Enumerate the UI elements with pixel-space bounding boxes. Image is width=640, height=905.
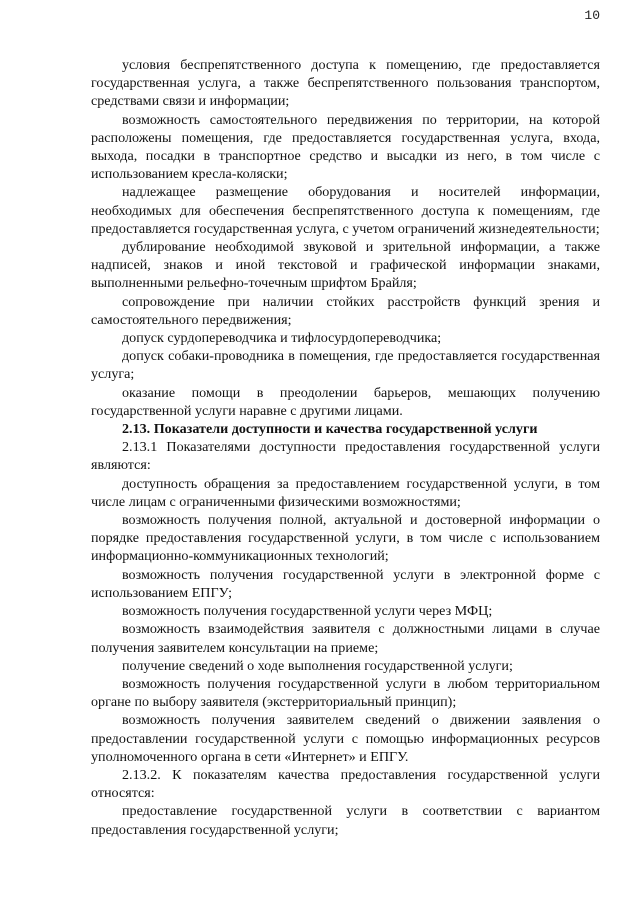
paragraph: допуск сурдопереводчика и тифлосурдопереводчика;: [122, 330, 442, 347]
paragraph: возможность получения государственной услуги в электронной форме с использованием ЕПГУ;: [91, 566, 600, 601]
paragraph: допуск собаки-проводника в помещения, где предоставляется государственная услуга;: [91, 348, 600, 383]
paragraph: условия беспрепятственного доступа к помещению, где предоставляется государственная услуга, а также беспрепятственного пользования транспортом, средствами связи и информации;: [91, 57, 600, 110]
paragraph: надлежащее размещение оборудования и носителей информации, необходимых для обеспечения беспрепятственного доступа к помещениям, где предоставляется государственная услуга, с учетом ограничений жизнедеятельности;: [91, 184, 600, 237]
paragraph: возможность самостоятельного передвижения по территории, на которой расположены помещения, где предоставляется государственная услуга, входа, выхода, посадки в транспортное средство и высадки из него, в том числе с использованием кресла-коляски;: [91, 111, 600, 183]
paragraph: оказание помощи в преодолении барьеров, мешающих получению государственной услуги наравне с другими лицами.: [91, 384, 600, 419]
paragraph: доступность обращения за предоставлением государственной услуги, в том числе лицам с ограниченными физическими возможностями;: [91, 475, 600, 510]
paragraph: возможность получения государственной услуги через МФЦ;: [122, 603, 493, 620]
paragraph: 2.13.1 Показателями доступности предоставления государственной услуги являются:: [91, 439, 600, 474]
paragraph: дублирование необходимой звуковой и зрительной информации, а также надписей, знаков и иной текстовой и графической информации знаками, выполненными рельефно-точечным шрифтом Брайля;: [91, 239, 600, 292]
page-number: 10: [584, 8, 600, 23]
paragraph: получение сведений о ходе выполнения государственной услуги;: [122, 657, 513, 674]
section-heading: 2.13. Показатели доступности и качества государственной услуги: [122, 421, 538, 438]
paragraph: сопровождение при наличии стойких расстройств функций зрения и самостоятельного передвижения;: [91, 293, 600, 328]
paragraph: возможность получения заявителем сведений о движении заявления о предоставлении государственной услуги с помощью информационных ресурсов уполномоченного органа в сети «Интернет» и ЕПГУ.: [91, 712, 600, 765]
paragraph: возможность взаимодействия заявителя с должностными лицами в случае получения заявителем консультации на приеме;: [91, 621, 600, 656]
paragraph: возможность получения полной, актуальной и достоверной информации о порядке предоставления государственной услуги, в том числе с использованием информационно-коммуникационных технологий;: [91, 512, 600, 565]
paragraph: 2.13.2. К показателям качества предоставления государственной услуги относятся:: [91, 766, 600, 802]
paragraph: возможность получения государственной услуги в любом территориальном органе по выбору заявителя (экстерриториальный принцип);: [91, 675, 600, 711]
document-body: [91, 56, 600, 839]
paragraph: предоставление государственной услуги в соответствии с вариантом предоставления государственной услуги;: [91, 803, 600, 838]
